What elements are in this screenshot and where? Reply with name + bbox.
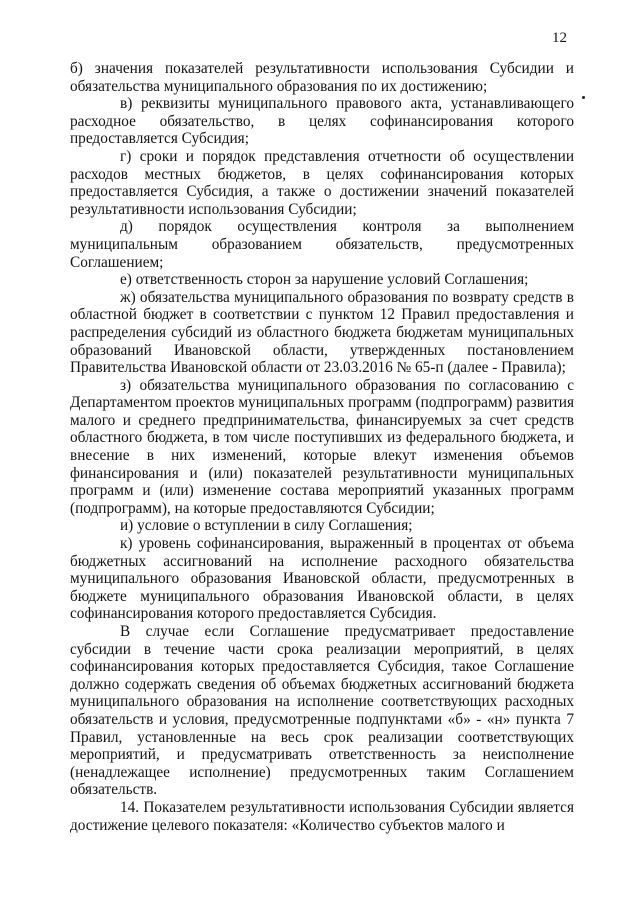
document-body: [70, 60, 574, 834]
paragraph-z: з) обязательства муниципального образования по согласованию с Департаментом проектов муниципальных программ (подпрограмм) развития малого и среднего предпринимательства, финансируемых за счет средств областного бюджета, в том числе поступивших из федерального бюджета, и внесение в них изменений, которые влекут изменения объемов финансирования и (или) показателей результативности муниципальных программ и (или) изменение состава мероприятий указанных программ (подпрограмм), на которые предоставляются Субсидии;: [70, 376, 575, 517]
scan-speck: [582, 96, 585, 99]
paragraph-i: и) условие о вступлении в силу Соглашения;: [120, 517, 413, 535]
paragraph-k: к) уровень софинансирования, выраженный в процентах от объема бюджетных ассигнований на исполнение расходного обязательства муниципального образования Ивановской области, предусмотренных в бюджете муниципального образования Ивановской области, в целях софинансирования которого предоставляется Субсидия.: [70, 535, 574, 623]
paragraph-partial-term: В случае если Соглашение предусматривает предоставление субсидии в течение части срока реализации мероприятий, в целях софинансирования которых предоставляется Субсидия, такое Соглашение должно содержать сведения об объемах бюджетных ассигнований бюджета муниципального образования на исполнение соответствующих расходных обязательств и условия, предусмотренные подпунктами «б» - «н» пункта 7 Правил, установленные на весь срок реализации соответствующих мероприятий, и предусматривать ответственность за неисполнение (ненадлежащее исполнение) предусмотренных таким Соглашением обязательств.: [70, 623, 574, 799]
paragraph-v: в) реквизиты муниципального правового акта, устанавливающего расходное обязательство, в целях софинансирования которого предоставляется Субсидия;: [70, 95, 574, 148]
paragraph-d: д) порядок осуществления контроля за выполнением муниципальным образованием обязательств, предусмотренных Соглашением;: [70, 218, 574, 271]
paragraph-zh: ж) обязательства муниципального образования по возврату средств в областной бюджет в соответствии с пунктом 12 Правил предоставления и распределения субсидий из областного бюджета бюджетам муниципальных образований Ивановской области, утвержденных постановлением Правительства Ивановской области от 23.03.2016 № 65-п (далее - Правила);: [70, 288, 574, 377]
page-number: 12: [552, 30, 567, 46]
paragraph-14: 14. Показателем результативности использования Субсидии является достижение целевого показателя: «Количество субъектов малого и: [70, 798, 574, 834]
paragraph-g: г) сроки и порядок представления отчетности об осуществлении расходов местных бюджетов, в целях софинансирования которых предоставляется Субсидия, а также о достижении значений показателей результативности использования Субсидии;: [70, 147, 574, 218]
paragraph-e: е) ответственность сторон за нарушение условий Соглашения;: [120, 271, 529, 289]
paragraph-b: б) значения показателей результативности использования Субсидии и обязательства муниципального образования по их достижению;: [70, 60, 574, 95]
